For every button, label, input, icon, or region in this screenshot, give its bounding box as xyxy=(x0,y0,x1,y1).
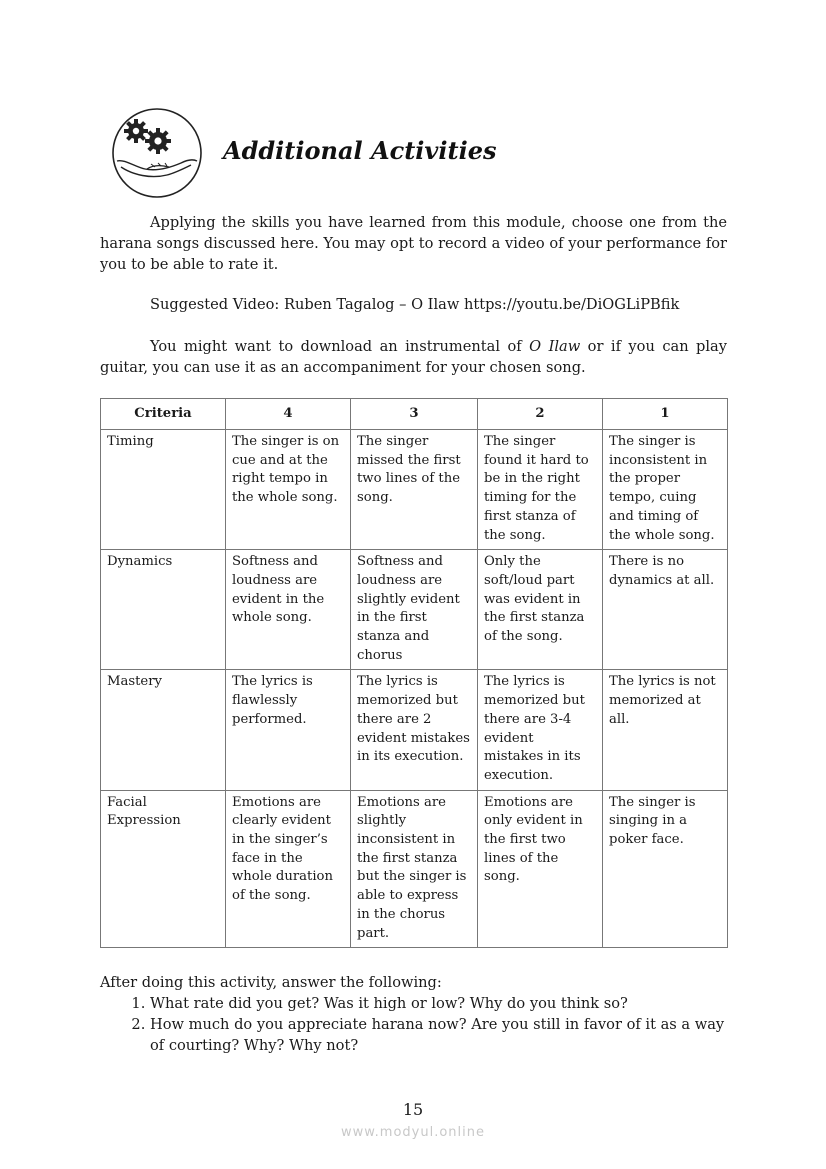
download-paragraph xyxy=(100,336,727,378)
list-item: 2. How much do you appreciate harana now? Are you still in favor of it as a way of courting? Why? Why not? xyxy=(150,1014,740,1056)
table-cell: Only the soft/loud part was evident in the first stanza of the song. xyxy=(478,550,603,670)
column-header: 4 xyxy=(226,399,351,430)
table-row xyxy=(101,430,728,550)
watermark: www.modyul.online xyxy=(340,1125,486,1140)
table-cell: The lyrics is memorized but there are 2 evident mistakes in its execution. xyxy=(351,670,478,790)
intro-paragraph: Applying the skills you have learned from this module, choose one from the harana songs discussed here. You may opt to record a video of your performance for you to be able to rate it. xyxy=(100,214,727,273)
table-row xyxy=(101,790,728,948)
table-cell: The lyrics is memorized but there are 3-4 evident mistakes in its execution. xyxy=(478,670,603,790)
rubric-table xyxy=(100,398,728,948)
follow-up-questions xyxy=(100,972,740,1056)
song-title: O Ilaw xyxy=(529,338,581,355)
question-list xyxy=(100,993,740,1056)
table-header-row xyxy=(101,399,728,430)
table-cell: There is no dynamics at all. xyxy=(603,550,728,670)
column-header: Criteria xyxy=(101,399,226,430)
table-cell: Softness and loudness are evident in the whole song. xyxy=(226,550,351,670)
table-row xyxy=(101,670,728,790)
column-header: 2 xyxy=(478,399,603,430)
gears-in-hand-icon xyxy=(111,107,203,199)
table-cell: Facial Expression xyxy=(101,790,226,948)
questions-intro: After doing this activity, answer the following: xyxy=(100,974,442,991)
table-cell: The singer is on cue and at the right tempo in the whole song. xyxy=(226,430,351,550)
column-header: 1 xyxy=(603,399,728,430)
page-title: Additional Activities xyxy=(223,136,497,165)
table-cell: Emotions are slightly inconsistent in the first stanza but the singer is able to express in the chorus part. xyxy=(351,790,478,948)
download-text-before: You might want to download an instrumental of xyxy=(150,338,530,355)
table-cell: Emotions are only evident in the first two lines of the song. xyxy=(478,790,603,948)
table-cell: The singer found it hard to be in the right timing for the first stanza of the song. xyxy=(478,430,603,550)
table-cell: The lyrics is not memorized at all. xyxy=(603,670,728,790)
table-cell: The singer is singing in a poker face. xyxy=(603,790,728,948)
table-cell: Emotions are clearly evident in the singer’s face in the whole duration of the song. xyxy=(226,790,351,948)
page-number: 15 xyxy=(402,1100,424,1119)
suggested-video: Suggested Video: Ruben Tagalog – O Ilaw https://youtu.be/DiOGLiPBfik xyxy=(150,296,680,313)
table-cell: Timing xyxy=(101,430,226,550)
table-cell: The singer missed the first two lines of the song. xyxy=(351,430,478,550)
table-cell: Mastery xyxy=(101,670,226,790)
table-cell: The lyrics is flawlessly performed. xyxy=(226,670,351,790)
table-cell: Dynamics xyxy=(101,550,226,670)
column-header: 3 xyxy=(351,399,478,430)
table-cell: Softness and loudness are slightly evident in the first stanza and chorus xyxy=(351,550,478,670)
table-row xyxy=(101,550,728,670)
download-text-after: or if you can play guitar, you can use it as an accompaniment for your chosen song. xyxy=(100,338,728,376)
section-header xyxy=(111,107,531,199)
table-cell: The singer is inconsistent in the proper tempo, cuing and timing of the whole song. xyxy=(603,430,728,550)
list-item: 1. What rate did you get? Was it high or low? Why do you think so? xyxy=(150,993,740,1014)
